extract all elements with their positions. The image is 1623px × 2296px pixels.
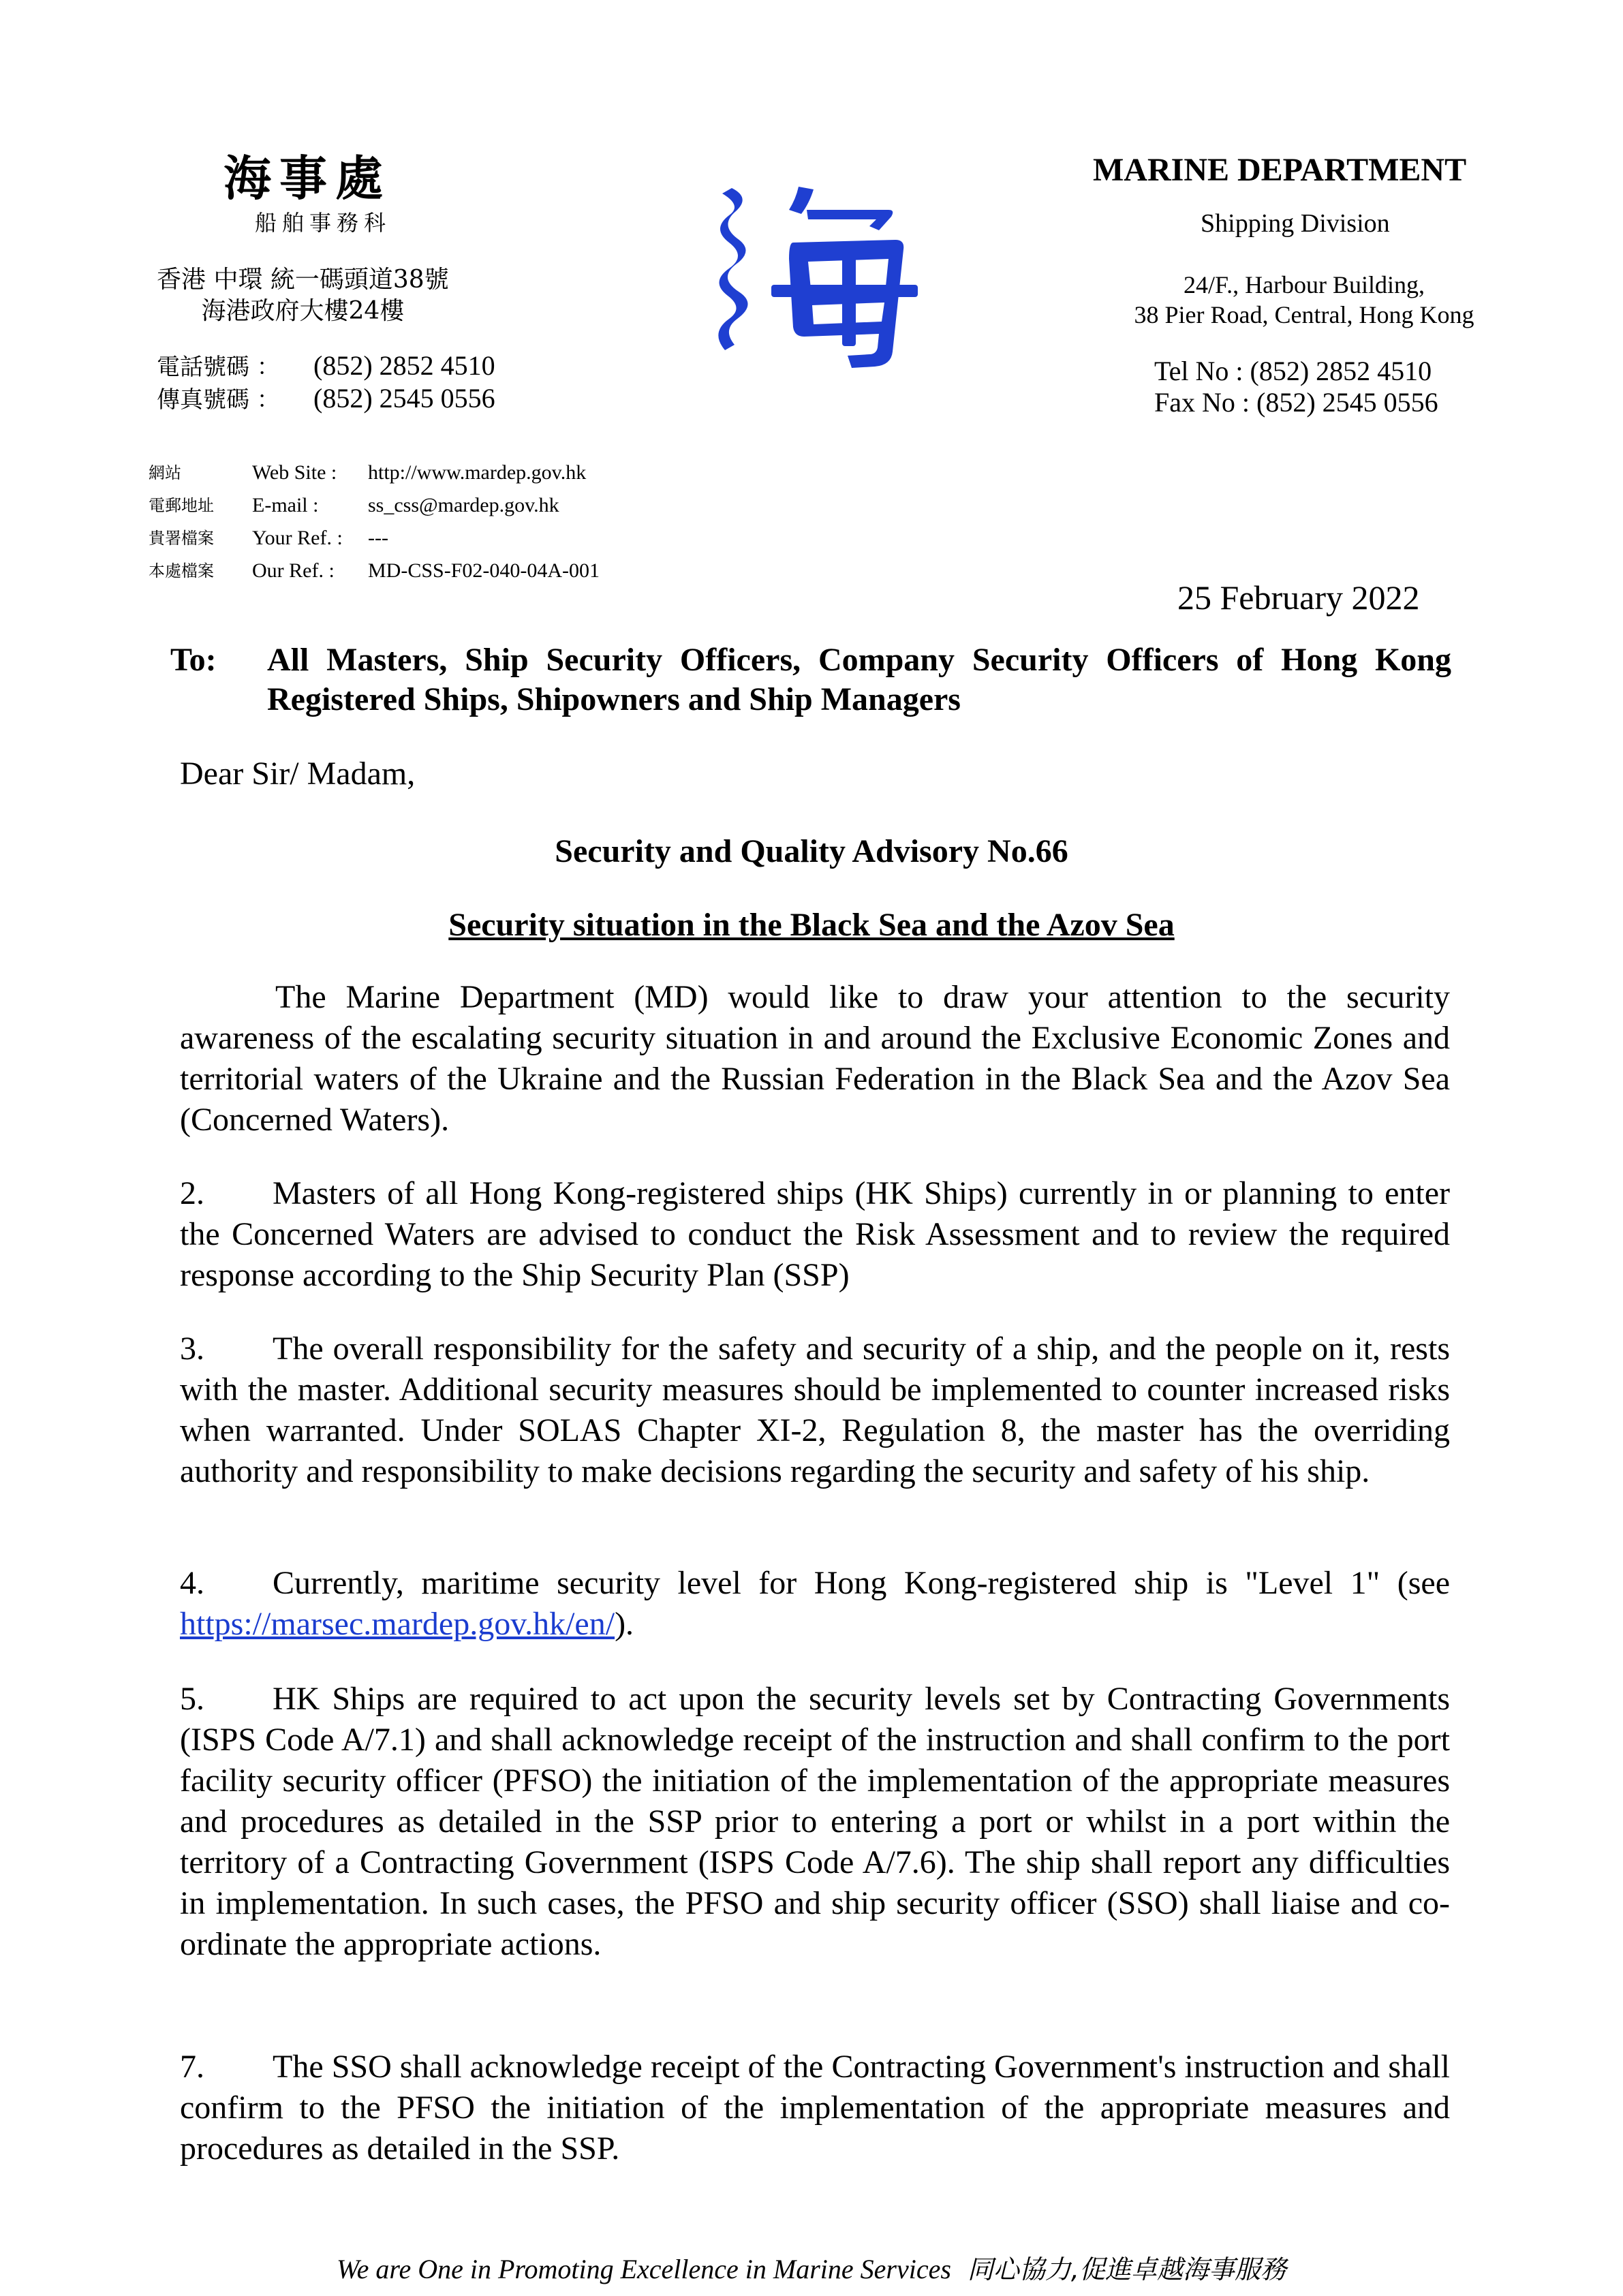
paragraph-1 [180,977,1450,1141]
en-address [1100,270,1509,330]
paragraph-4-tail: ). [615,1606,634,1642]
en-fax: Fax No : (852) 2545 0556 [1154,387,1438,418]
zh-fax-value: (852) 2545 0556 [313,383,495,414]
hai-character-logo-icon [717,183,928,372]
en-division-name: Shipping Division [1201,209,1390,238]
ref-en-label: Web Site : [252,461,337,484]
footer-motto-en: We are One in Promoting Excellence in Marine Services [336,2254,951,2284]
en-address-line-1: 24/F., Harbour Building, [1183,271,1425,298]
en-address-line-2: 38 Pier Road, Central, Hong Kong [1134,301,1474,328]
ref-en-label: Our Ref. : [252,559,335,582]
ref-en-label: E-mail : [252,494,319,516]
zh-contact-block [157,350,495,416]
paragraph-number: 7. [180,2049,204,2085]
paragraph-5 [180,1679,1450,1965]
ref-zh-label: 電郵地址 [149,496,214,515]
zh-address [157,264,449,327]
zh-fax-label: 傳真號碼 ： [157,386,280,414]
footer-motto-zh: 同心協力,促進卓越海事服務 [967,2254,1287,2284]
zh-tel-label: 電話號碼 ： [157,354,280,381]
paragraph-number: 4. [180,1565,204,1601]
zh-tel-value: (852) 2852 4510 [313,350,495,381]
your-ref-value: --- [368,527,388,549]
paragraph-number: 3. [180,1331,204,1367]
reference-block [149,456,600,587]
en-tel: Tel No : (852) 2852 4510 [1154,356,1432,386]
zh-address-line-1: 香港 中環 統一碼頭道38號 [157,266,449,294]
paragraph-4-text: Currently, maritime security level for Hong Kong-registered ship is "Level 1" (see [273,1565,1450,1601]
ref-zh-label: 網站 [149,463,181,482]
paragraph-4 [180,1563,1450,1645]
our-ref-value: MD-CSS-F02-040-04A-001 [368,559,600,582]
ref-row-our-ref [149,555,600,587]
paragraph-3 [180,1329,1450,1492]
ref-en-label: Your Ref. : [252,527,343,549]
paragraph-number: 2. [180,1175,204,1211]
advisory-title: Security and Quality Advisory No.66 [555,833,1068,869]
email-link[interactable]: ss_css@mardep.gov.hk [368,494,559,516]
paragraph-5-text: HK Ships are required to act upon the security levels set by Contracting Governments (ISPS Code A/7.1) and shall acknowledge receipt of the instruction and shall confirm to the port facility security officer (PFSO) the initiation of the implementation of the appropriate measures and procedures as detailed in the SSP prior to entering a port or whilst in a port within the territory of a Contracting Government (ISPS Code A/7.6). The ship shall report any difficulties in implementation. In such cases, the PFSO and ship security officer (SSO) shall liaise and co-ordinate the appropriate actions. [180,1681,1450,1962]
ref-row-website [149,456,600,489]
paragraph-7-text: The SSO shall acknowledge receipt of the Contracting Government's instruction and shall confirm to the PFSO the initiation of the implementation of the appropriate measures and procedures as detailed in the SSP. [180,2049,1450,2167]
en-department-title: MARINE DEPARTMENT [1093,152,1467,188]
ref-row-email [149,489,600,522]
advisory-subject: Security situation in the Black Sea and the Azov Sea [448,907,1175,943]
paragraph-7 [180,2047,1450,2169]
website-link[interactable]: http://www.mardep.gov.hk [368,461,587,484]
zh-tel-row [157,350,495,383]
paragraph-2 [180,1173,1450,1296]
footer-motto [0,2248,1623,2286]
paragraph-number: 5. [180,1681,204,1717]
marsec-link[interactable]: https://marsec.mardep.gov.hk/en/ [180,1606,615,1642]
ref-zh-label: 貴署檔案 [149,529,214,548]
addressee-text: All Masters, Ship Security Officers, Company Security Officers of Hong Kong Registered Ships, Shipowners and Ship Managers [267,642,1451,717]
zh-fax-row [157,383,495,416]
addressee-block [170,640,1451,719]
zh-address-line-2: 海港政府大樓24樓 [201,297,405,325]
en-contact-block [1154,356,1438,418]
addressee-label: To: [170,642,217,678]
letter-date: 25 February 2022 [1177,578,1420,617]
zh-department-title: 海事處 [223,150,391,206]
ref-zh-label: 本處檔案 [149,561,214,580]
paragraph-3-text: The overall responsibility for the safety and security of a ship, and the people on it, rests with the master. Additional security measures should be implemented to counter increased risks when warranted. Under SOLAS Chapter XI-2, Regulation 8, the master has the overriding authority and responsibility to make decisions regarding the security and safety of his ship. [180,1331,1450,1489]
greeting: Dear Sir/ Madam, [180,756,416,792]
paragraph-2-text: Masters of all Hong Kong-registered ships (HK Ships) currently in or planning to enter the Concerned Waters are advised to conduct the Risk Assessment and to review the required response according to the Ship Security Plan (SSP) [180,1175,1450,1293]
paragraph-1-text: The Marine Department (MD) would like to draw your attention to the security awareness of the escalating security situation in and around the Exclusive Economic Zones and territorial waters of the Ukraine and the Russian Federation in the Black Sea and the Azov Sea (Concerned Waters). [180,979,1450,1138]
zh-division-name: 船舶事務科 [255,210,392,236]
ref-row-your-ref [149,522,600,555]
